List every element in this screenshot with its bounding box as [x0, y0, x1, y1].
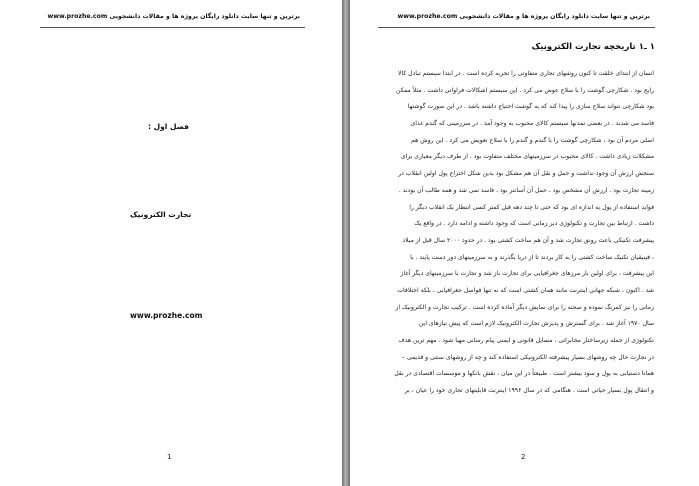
body-line: سال ۱۹۷۰ آغاز شد . برای گسترش و پذیرش تجارت الکترونیک لازم است که پیش نیازهای این — [418, 320, 654, 328]
page-number: 2 — [521, 453, 526, 461]
body-line: داشت . ارتباط بین تجارت و تکنولوژی دیر زمانی است که وجود داشته و ادامه دارد . در واقع یک — [414, 220, 654, 228]
body-line: بود شکارچی نتواند سلاح سازی را پیدا کند که به گوشت احتیاج داشته باشد . در این صورت گوشتها — [407, 103, 654, 111]
body-line: اصلی مردم آن بود ، شکارچی گوشت را با گندم و گندم را با سلاح تعویض می کرد . این روش هم — [411, 136, 654, 144]
body-line: فواید استفاده از پول به اندازه ای بود که حتی تا چند دهه قبل کمتر کسی انتظار یک انقلاب دیگر را — [409, 203, 654, 211]
body-line: پیشرفت تکنیکی باعث رونق تجارت شد و آن هم ساخت کشتی بود . در حدود ۲۰۰۰ سال قبل از میلاد — [402, 236, 654, 244]
body-line: رایج بود . شکارچی گوشت را با سلاح عوض می کرد . این سیستم اشکالات فراوانی داشت . مثلاً ممکن — [396, 86, 654, 94]
body-line: تکنولوژی از جمله زیرساختار مخابراتی ، مسایل قانونی و ایمنی پیام رسانی مهیا شود . مهم ترین هدف — [398, 337, 654, 344]
website-text: www.prozhe.com — [130, 311, 203, 320]
body-line: همانا دستیابی به پول و سود بیشتر است . طبیعتاً در این میان ، نقش بانکها و موسسات اقتصادی در نقل — [394, 370, 654, 378]
body-line: این پیشرفت ، برای اولین بار مرزهای جغرافیایی برای تجارت باز شد و تجارت با سرزمینهای دیگر آغاز — [400, 270, 654, 278]
body-line: شد . اکنون ، شبکه جهانی اینترنت مانند همان کشتی است که نه تنها فواصل جغرافیایی ، بلکه اختلافات — [397, 286, 654, 294]
body-line: زمینه تجارت بود . ارزش آن مشخص بود ، حمل آن آسانتر بود ، فاسد نمی شد و همه طالب آن بودند . — [398, 186, 654, 194]
body-line: انسان از ابتدای خلقت تا کنون روشهای تجاری متفاوتی را تجربه کرده است . در ابتدا سیستم تبادل کالا — [398, 70, 654, 77]
body-line: ، فینیقیان تکنیک ساخت کشتی را به کار بردند تا از دریا بگذرند و به سرزمینهای دور دست پایند . با — [410, 253, 654, 261]
body-line: فاسد می شدند . در بعضی تمدنها سیستم کالای محبوب به وجود آمد . در سرزمینی که گندم غذای — [410, 120, 654, 128]
header-divider — [378, 27, 655, 28]
page-number: 1 — [167, 453, 172, 461]
document-page-right — [350, 0, 699, 486]
book-spine — [342, 0, 350, 486]
chapter-label: فصل اول : — [148, 122, 189, 131]
body-line: زمانی را نیز کمرنگ نموده و صحنه را برای نمایش دیگر آماده کرده است . ترکیب تجارت و الکترونیک از — [395, 303, 654, 311]
document-page-left — [0, 0, 342, 486]
chapter-subject: تجارت الکترونیک — [130, 210, 192, 219]
page-header: برترین و تنها سایت دانلود رایگان پروژه ها و مقالات دانشجویی www.prozhe.com — [47, 13, 300, 20]
body-line: و انتقال پول بسیار حیاتی است . هنگامی که در سال ۱۹۹۶ اینترنت قابلیتهای تجاری خود را عیان ، بر — [404, 387, 654, 395]
body-line: در تجارت حال چه روشهای بسیار پیشرفته الکترونیکی استفاده کند و چه از روشهای سنتی و قدیمی – — [401, 353, 654, 361]
body-text — [378, 66, 654, 400]
page-header: برترین و تنها سایت دانلود رایگان پروژه ها و مقالات دانشجویی www.prozhe.com — [397, 13, 650, 20]
section-title: ۱ ـ۱ تاریخچه تجارت الکترونیک — [531, 42, 655, 52]
body-line: سنجش ارزش آن وجود نداشت و حمل و نقل آن هم مشکل بود بدین شکل اختراع پول اولین انقلاب در — [398, 170, 654, 178]
header-divider — [40, 27, 305, 28]
body-line: مشکلات زیادی داشت . کالای محبوب در سرزمینهای مختلف متفاوت بود . از طرف دیگر معیاری برای — [400, 153, 654, 161]
